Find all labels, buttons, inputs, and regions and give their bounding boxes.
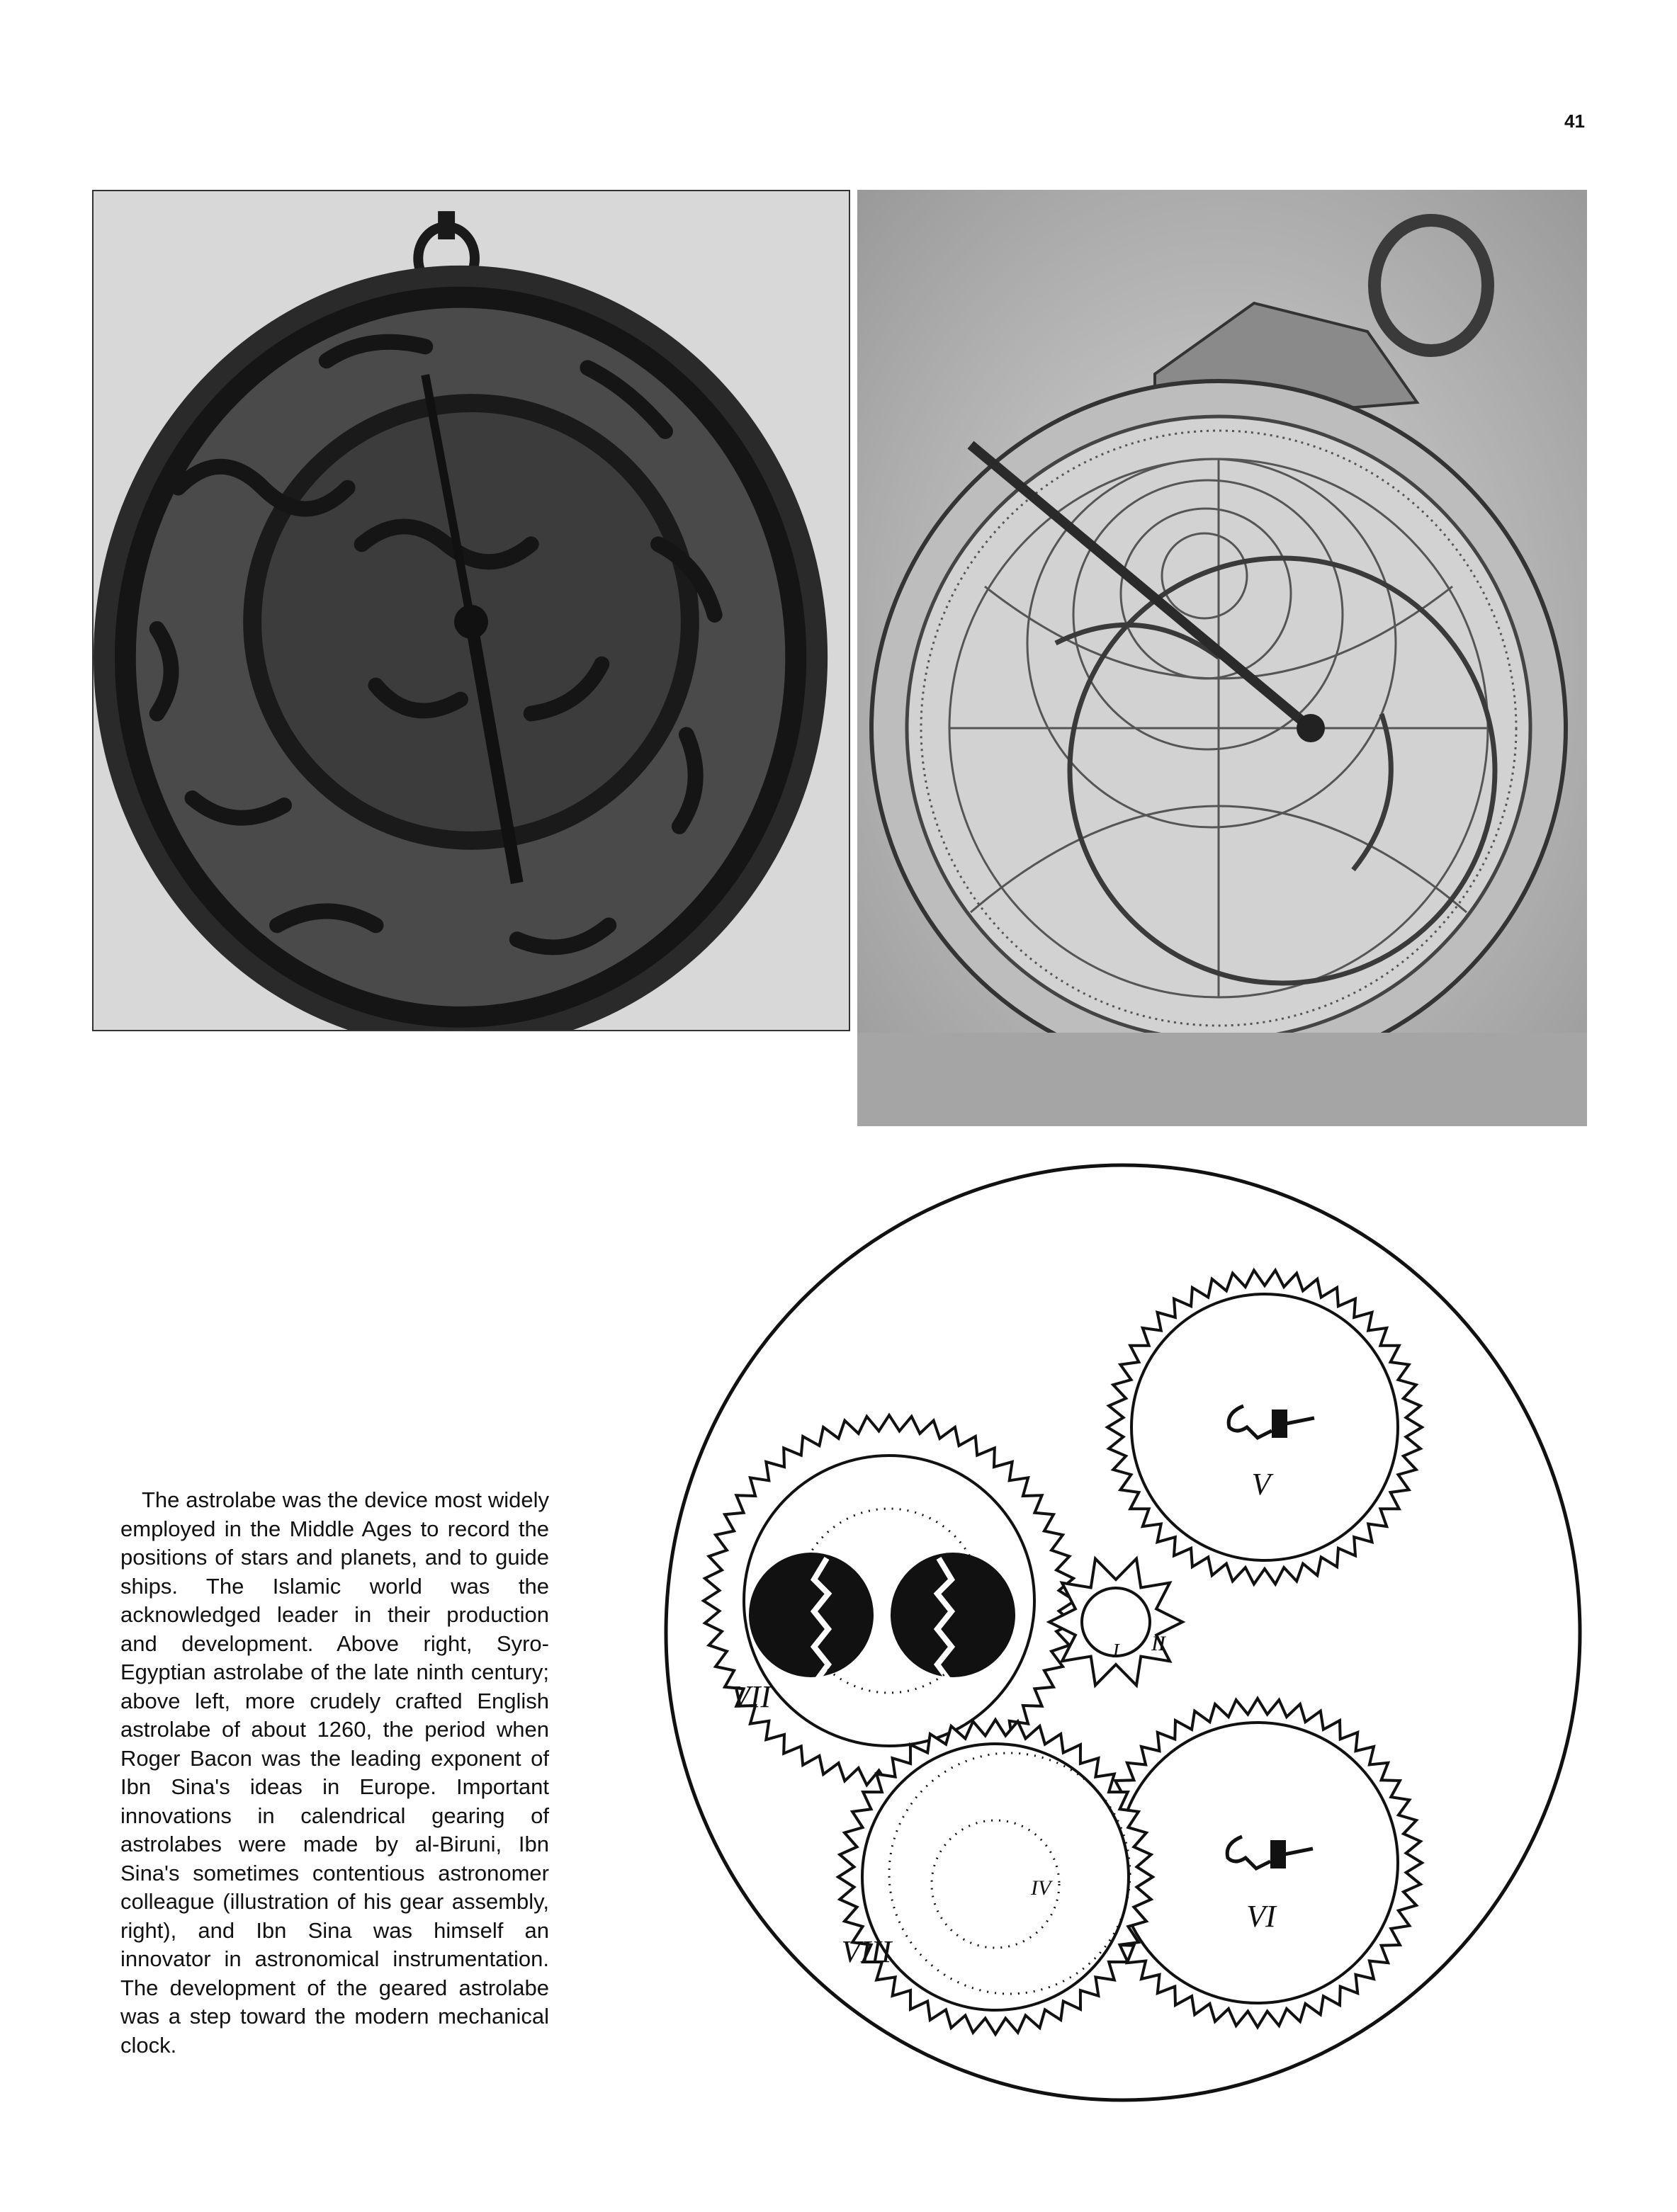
gear-label: VI — [1246, 1899, 1276, 1934]
gear-label: V — [1251, 1467, 1271, 1502]
gear-label: IV — [1031, 1876, 1051, 1900]
page-number: 41 — [1564, 110, 1585, 132]
gear-label: VIII — [841, 1934, 892, 1969]
gear-label: II — [1151, 1632, 1165, 1655]
astrolabe-syro-egyptian-icon — [857, 190, 1587, 1126]
gear-label: I — [1112, 1640, 1119, 1662]
gear-assembly-icon — [662, 1162, 1583, 2104]
gear-assembly-diagram — [662, 1162, 1583, 2104]
syro-egyptian-astrolabe-photo — [857, 190, 1587, 1126]
astrolabe-english-icon — [94, 191, 849, 1030]
figure-caption — [120, 1486, 549, 2060]
english-astrolabe-photo — [92, 190, 850, 1031]
gear-label: VII — [730, 1679, 772, 1714]
caption-text: The astrolabe was the device most widely employed in the Middle Ages to record the positions of stars and planets, and to guide ships. The Islamic world was the acknowledged leader in their production and development. Above right, Syro-Egyptian astrolabe of the late ninth century; above left, more crudely crafted English astrolabe of about 1260, the period when Roger Bacon was the leading exponent of Ibn Sina's ideas in Europe. Important innovations in calendrical gearing of astrolabes were made by al-Biruni, Ibn Sina's sometimes contentious astronomer colleague (illustration of his gear assembly, right), and Ibn Sina was himself an innovator in astronomical instrumentation. The development of the geared astrolabe was a step toward the modern mechanical clock. — [120, 1487, 549, 2058]
